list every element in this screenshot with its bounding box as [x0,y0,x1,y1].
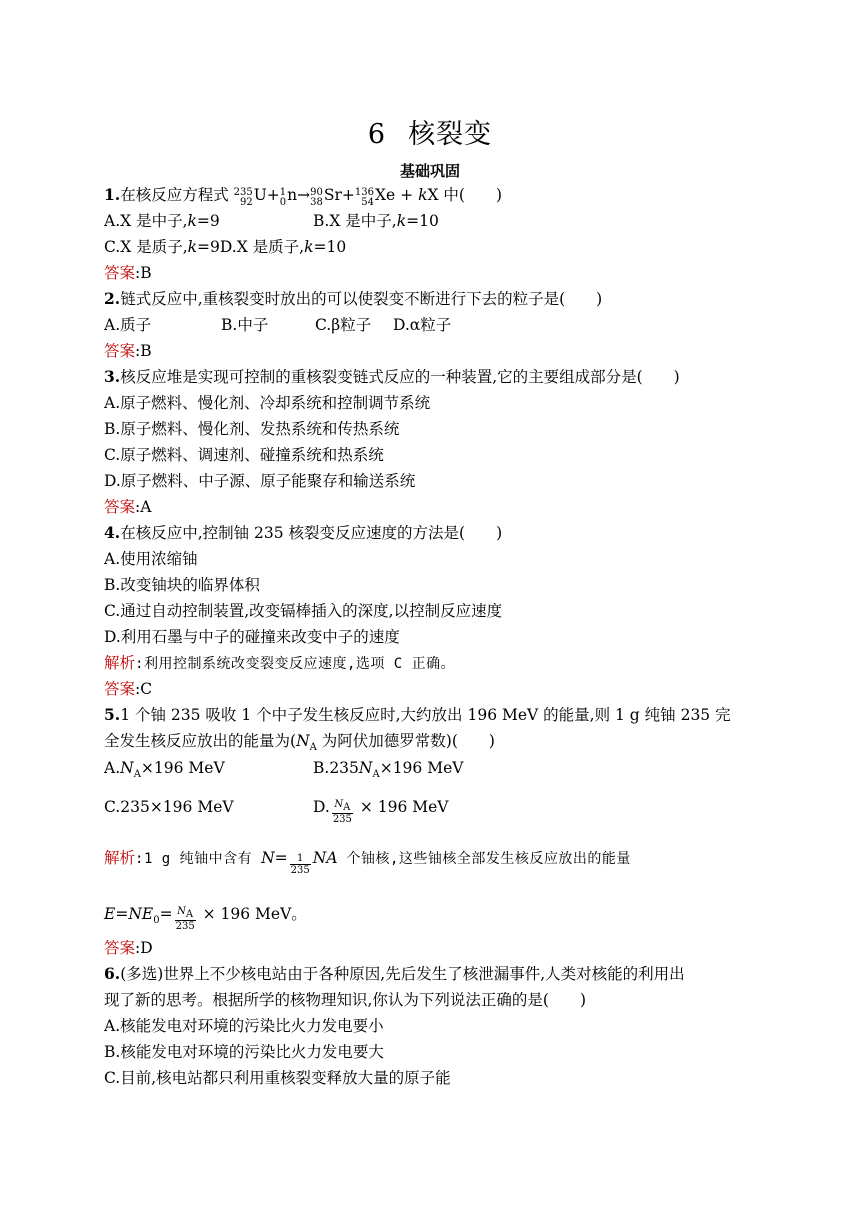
symbol: X 中( ) [427,186,503,204]
option-b: B.改变铀块的临界体积 [104,576,260,594]
explanation: 解析:1 g 纯铀中含有 N= $\frac{1}{235}$ NA 个铀核,这些铀核全部发生核反应放出的能量 [104,849,631,876]
option-a: A.核能发电对环境的污染比火力发电要小 [104,1017,384,1035]
answer: 答案:A [104,498,152,516]
option-a: A.使用浓缩铀 [104,550,198,568]
question-2: 2.链式反应中,重核裂变时放出的可以使裂变不断进行下去的粒子是( ) [104,289,603,308]
option-d: D.α粒子 [393,316,452,334]
option-c: C.235×196 MeV [104,798,234,816]
question-1 [104,184,502,208]
symbol: Sr+ [323,186,355,204]
question-text: 在核反应方程式 [120,186,229,204]
answer: 答案:B [104,342,152,360]
title-text: 核裂变 [408,119,493,150]
option-a: A.质子 [104,316,152,334]
option-b: B.核能发电对环境的污染比火力发电要大 [104,1043,384,1061]
title-number: 6 [367,119,387,150]
answer: 答案:C [104,680,153,698]
option-d: D.利用石墨与中子的碰撞来改变中子的速度 [104,628,400,646]
question-6: 6.(多选)世界上不少核电站由于各种原因,先后发生了核泄漏事件,人类对核能的利用出 [104,964,685,983]
isotope-index: 90 38 [310,187,323,208]
option-a: $A.N_A\times 196$ MeV [104,759,225,781]
question-5-cont: 全发生核反应放出的能量为($N_A$ 为阿伏加德罗常数)( ) [104,732,495,754]
option-b: B.原子燃料、慢化剂、发热系统和传热系统 [104,420,400,438]
fraction: $\frac{N_A}{235}$ [175,906,195,932]
option-a: A.X 是中子,k=9 [104,212,220,230]
answer: 答案:D [104,939,153,957]
isotope-index: 1 0 [279,187,287,208]
option-c: C.通过自动控制装置,改变镉棒插入的深度,以控制反应速度 [104,602,503,620]
option-c: C.β粒子 [315,316,372,334]
question-number: 1. [104,185,121,204]
explanation-cont: $E=NE_0=$ $\frac{N_A}{235}$ × 196 MeV。 [104,905,307,932]
option-d: D.原子燃料、中子源、原子能聚存和输送系统 [104,472,416,490]
symbol: n→ [287,186,311,204]
question-6-cont: 现了新的思考。根据所学的核物理知识,你认为下列说法正确的是( ) [104,991,587,1009]
isotope-index: 136 54 [354,187,374,208]
page-title [0,112,860,151]
option-b: $B.235N_A\times 196$ MeV [313,759,464,781]
question-4: 4.在核反应中,控制铀 235 核裂变反应速度的方法是( ) [104,523,503,542]
fraction: $\frac{N_A}{235}$ [332,799,352,825]
question-5: 5.1 个铀 235 吸收 1 个中子发生核反应时,大约放出 196 MeV 的能量,则 1 g 纯铀 235 完 [104,705,731,724]
option-c-d: C.X 是质子,k=9D.X 是质子,k=10 [104,238,347,256]
question-3: 3.核反应堆是实现可控制的重核裂变链式反应的一种装置,它的主要组成部分是( ) [104,367,680,386]
option-b: B.中子 [221,316,269,334]
section-heading: 基础巩固 [399,162,460,180]
symbol: Xe + [375,186,419,204]
answer: 答案:B [104,264,152,282]
option-c: C.目前,核电站都只利用重核裂变释放大量的原子能 [104,1069,451,1087]
option-b: B.X 是中子,k=10 [313,212,439,230]
isotope-index: 235 92 [233,187,253,208]
option-d: D. $\frac{N_A}{235}$ × 196 MeV [313,798,449,825]
symbol: k [418,186,428,204]
option-c: C.原子燃料、调速剂、碰撞系统和热系统 [104,446,384,464]
fraction: $\frac{1}{235}$ [290,853,310,876]
explanation: 解析:利用控制系统改变裂变反应速度,选项 C 正确。 [104,654,456,672]
symbol: U+ [253,186,280,204]
option-a: A.原子燃料、慢化剂、冷却系统和控制调节系统 [104,394,431,412]
